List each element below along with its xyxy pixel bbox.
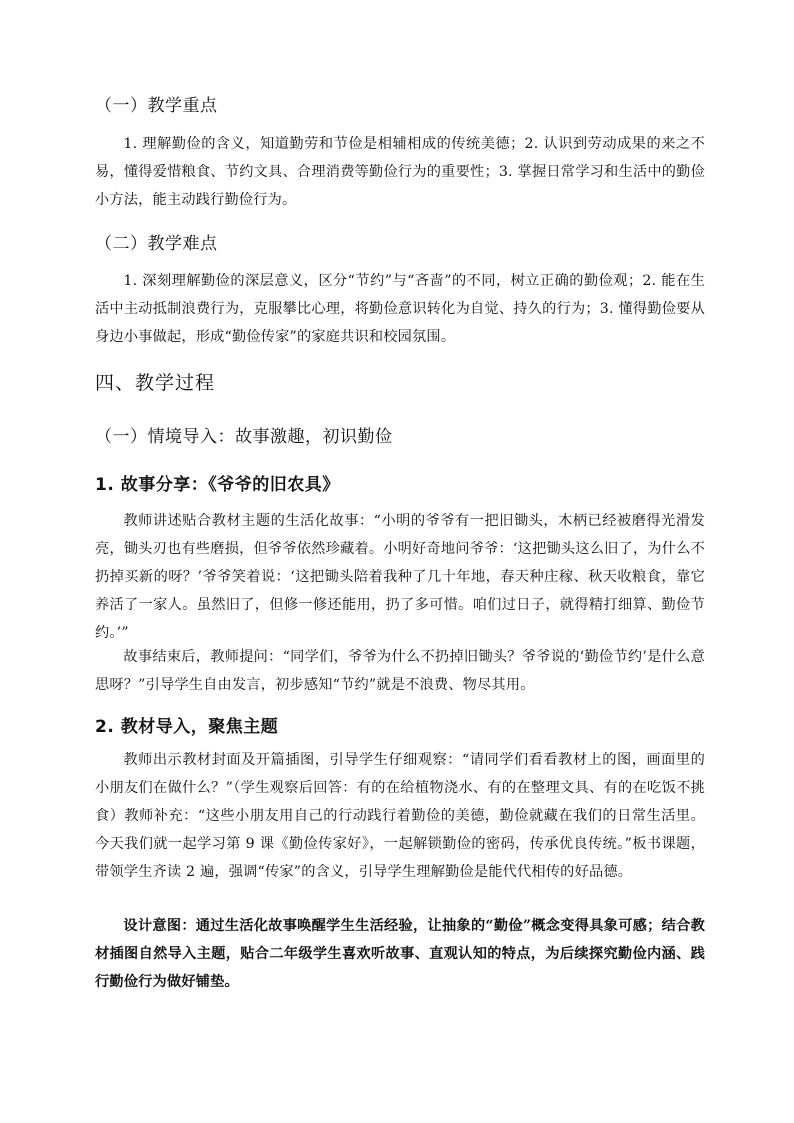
story-paragraph-1: 教师讲述贴合教材主题的生活化故事：“小明的爷爷有一把旧锄头，木柄已经被磨得光滑发亮，锄头刃也有些磨损，但爷爷依然珍藏着。小明好奇地问爷爷：‘这把锄头这么旧了，为什么不扔掉买新的呀？’爷爷笑着说：‘这把锄头陪着我种了几十年地，春天种庄稼、秋天收粮食，靠它养活了一家人。虽然旧了，但修一修还能用，扔了多可惜。咱们过日子，就得精打细算、勤俭节约。’” (95, 513, 705, 641)
key-points-heading: （一）教学重点 (95, 96, 218, 116)
story-paragraph-2: 故事结束后，教师提问：“同学们，爷爷为什么不扔掉旧锄头？爷爷说的‘勤俭节约’是什么意思呀？”引导学生自由发言，初步感知“节约”就是不浪费、物尽其用。 (95, 649, 705, 693)
story-body-2 (95, 643, 705, 699)
design-intent-text: 设计意图：通过生活化故事唤醒学生生活经验，让抽象的“勤俭”概念变得具象可感；结合教材插图自然导入主题，贴合二年级学生喜欢听故事、直观认知的特点，为后续探究勤俭内涵、践行勤俭行为做好铺垫。 (95, 918, 705, 990)
textbook-section (95, 715, 705, 739)
story-heading: 1. 故事分享：《爷爷的旧农具》 (95, 475, 340, 495)
intro-heading: （一）情境导入：故事激趣，初识勤俭 (95, 427, 393, 447)
textbook-paragraph-1: 教师出示教材封面及开篇插图，引导学生仔细观察：“请同学们看看教材上的图，画面里的小朋友们在做什么？”（学生观察后回答：有的在给植物浇水、有的在整理文具、有的在吃饭不挑食）教师补充：“这些小朋友用自己的行动践行着勤俭的美德，勤俭就藏在我们的日常生活里。今天我们就一起学习第 9 课《勤俭传家好》，一起解锁勤俭的密码，传承优良传统。”板书课题，带领学生齐读 2 遍，强调“传家”的含义，引导学生理解勤俭是能代代相传的好品德。 (95, 752, 705, 880)
design-intent-body (95, 912, 705, 996)
intro-section (95, 425, 705, 449)
key-points-section (95, 94, 705, 118)
key-points-body (95, 130, 705, 214)
textbook-heading: 2. 教材导入，聚焦主题 (95, 717, 279, 737)
process-heading: 四、教学过程 (95, 372, 216, 394)
key-points-text: 1. 理解勤俭的含义，知道勤劳和节俭是相辅相成的传统美德；2. 认识到劳动成果的来之不易，懂得爱惜粮食、节约文具、合理消费等勤俭行为的重要性；3. 掌握日常学习和生活中的勤俭小方法，能主动践行勤俭行为。 (95, 136, 705, 208)
difficulties-body (95, 267, 705, 351)
story-body (95, 507, 705, 647)
story-section (95, 473, 705, 497)
textbook-body (95, 746, 705, 886)
difficulties-heading: （二）教学难点 (95, 234, 218, 254)
process-section (95, 370, 705, 396)
difficulties-text: 1. 深刻理解勤俭的深层意义，区分“节约”与“吝啬”的不同，树立正确的勤俭观；2. 能在生活中主动抵制浪费行为，克服攀比心理，将勤俭意识转化为自觉、持久的行为；3. 懂得勤俭要从身边小事做起，形成“勤俭传家”的家庭共识和校园氛围。 (95, 273, 705, 345)
difficulties-section (95, 232, 705, 256)
